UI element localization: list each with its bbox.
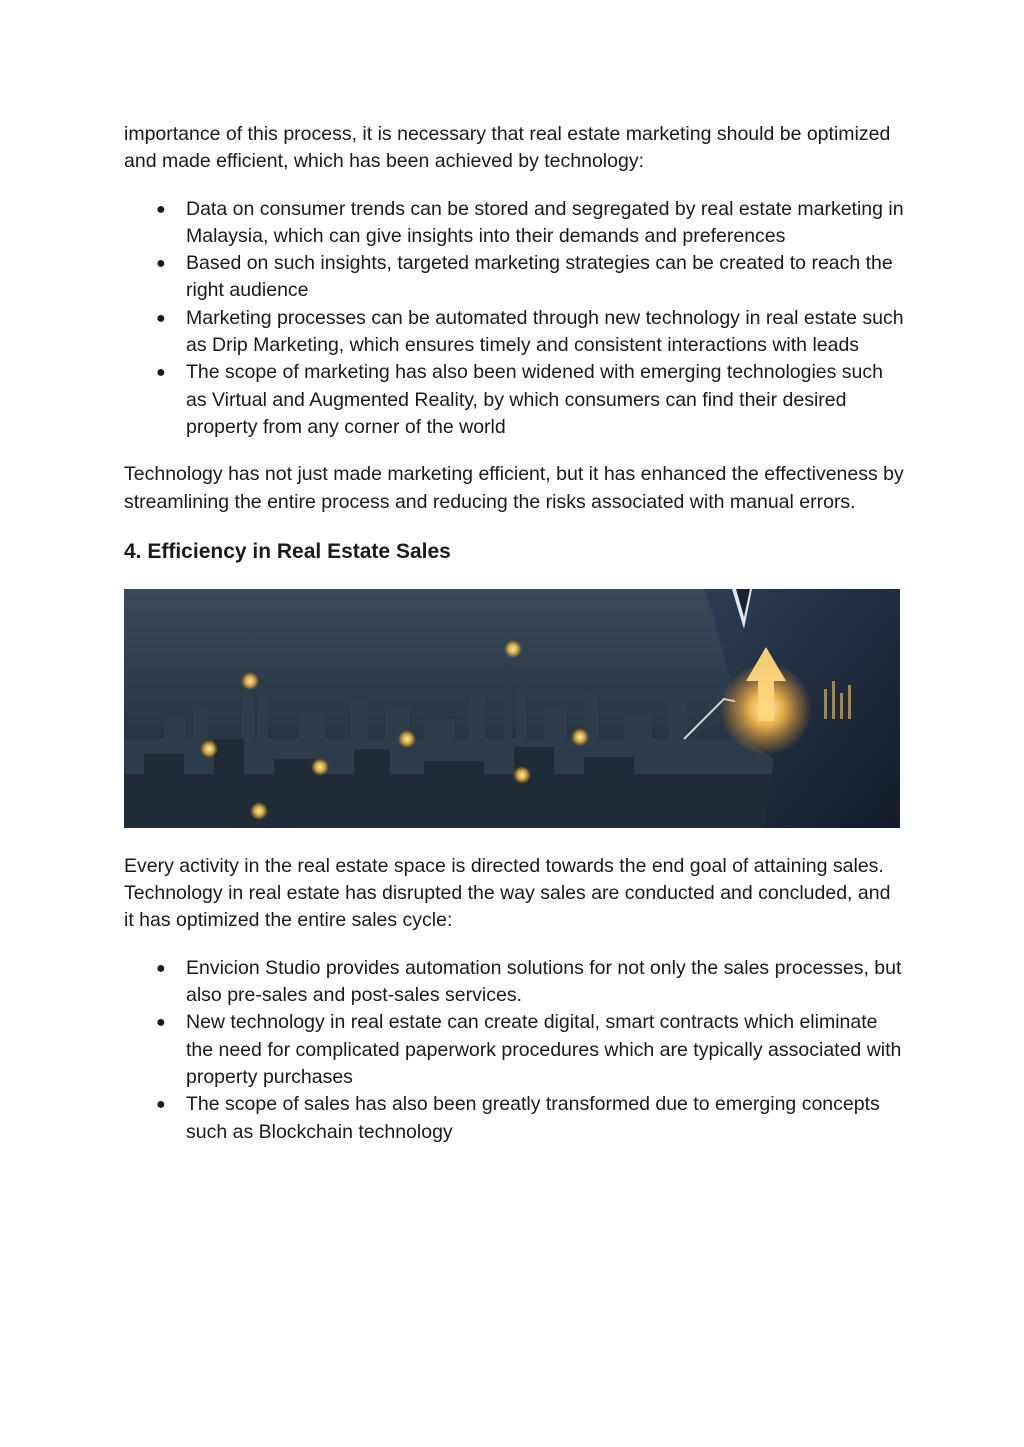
list-item <box>124 196 904 251</box>
section-heading: 4. Efficiency in Real Estate Sales <box>124 539 451 563</box>
list-item <box>124 359 904 441</box>
marketing-summary-paragraph: Technology has not just made marketing efficient, but it has enhanced the effectiveness by streamlining the entire process and reducing the risks associated with manual errors. <box>124 463 904 513</box>
intro-paragraph: importance of this process, it is necessary that real estate marketing should be optimized and made efficient, which has been achieved by technology: <box>124 123 891 173</box>
marketing-bullet-list <box>124 196 904 442</box>
list-item-text: The scope of sales has also been greatly transformed due to emerging concepts such as Blockchain technology <box>186 1093 880 1143</box>
list-item <box>124 1091 904 1146</box>
sales-bullet-list <box>124 955 904 1146</box>
sales-intro-paragraph: Every activity in the real estate space is directed towards the end goal of attaining sales. Technology in real estate has disrupted the way sales are conducted and concluded, and it has optimized the entire sales cycle: <box>124 854 891 932</box>
list-item-text: Data on consumer trends can be stored and segregated by real estate marketing in Malaysia, which can give insights into their demands and preferences <box>186 197 904 247</box>
list-item-text: Based on such insights, targeted marketing strategies can be created to reach the right audience <box>186 252 893 302</box>
list-item <box>124 250 904 305</box>
city-growth-illustration <box>124 589 900 828</box>
bullet-icon: ● <box>156 959 166 977</box>
document-page <box>124 121 904 1146</box>
list-item-text: The scope of marketing has also been widened with emerging technologies such as Virtual and Augmented Reality, by which consumers can find their desired property from any corner of the world <box>186 361 884 438</box>
list-item <box>124 955 904 1010</box>
bullet-icon: ● <box>156 309 166 327</box>
list-item-text: Envicion Studio provides automation solutions for not only the sales processes, but also pre-sales and post-sales services. <box>186 956 902 1007</box>
bullet-icon: ● <box>156 1014 166 1032</box>
bullet-icon: ● <box>156 255 166 273</box>
list-item <box>124 305 904 360</box>
list-item-text: New technology in real estate can create digital, smart contracts which eliminate the need for complicated paperwork procedures which are typically associated with property purchases <box>186 1011 902 1088</box>
bullet-icon: ● <box>156 1096 166 1114</box>
bullet-icon: ● <box>156 200 166 218</box>
list-item <box>124 1009 904 1091</box>
list-item-text: Marketing processes can be automated through new technology in real estate such as Drip Marketing, which ensures timely and consistent interactions with leads <box>186 306 904 357</box>
city-growth-illustration-icon <box>124 589 900 828</box>
bullet-icon: ● <box>156 364 166 382</box>
